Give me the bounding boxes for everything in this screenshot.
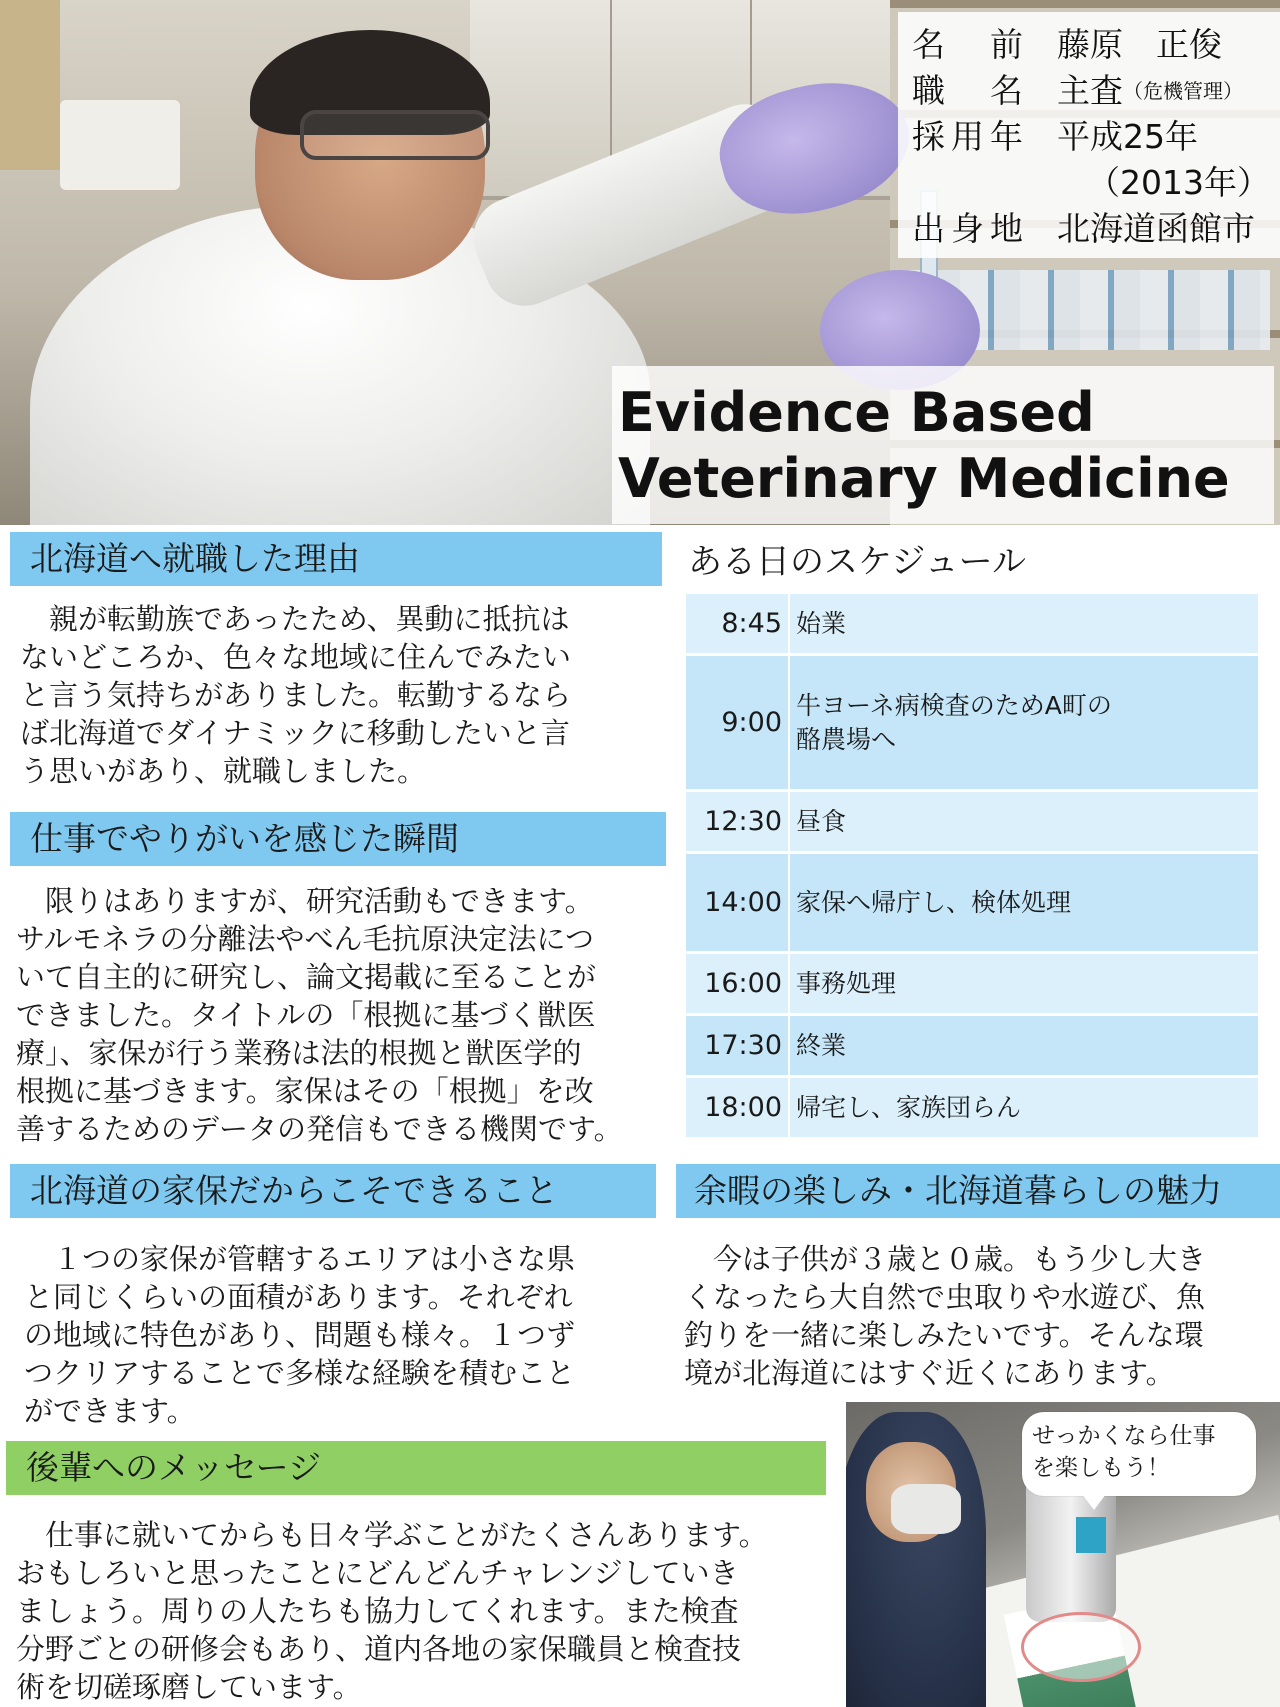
- text-line: おもしろいと思ったことにどんどんチャレンジしていき: [16, 1556, 739, 1590]
- text-line: 仕事に就いてからも日々学ぶことがたくさんあります。: [16, 1518, 768, 1552]
- schedule-desc: [790, 954, 1258, 1013]
- photo-mask: [891, 1484, 961, 1534]
- text-line: ないどころか、色々な地域に住んでみたい: [20, 640, 572, 674]
- schedule-desc: [790, 594, 1258, 653]
- schedule-desc-line: 牛ヨーネ病検査のためA町の: [796, 690, 1112, 720]
- profile-box: [898, 12, 1280, 258]
- schedule-time: 12:30: [686, 792, 790, 851]
- page-title-line1: Evidence Based: [618, 381, 1095, 444]
- profile-title-note: （危機管理）: [1123, 79, 1243, 103]
- speech-bubble-line1: せっかくなら仕事: [1032, 1423, 1216, 1449]
- section-heading-reason: 北海道へ就職した理由: [10, 532, 662, 586]
- schedule-time: 8:45: [686, 594, 790, 653]
- schedule-desc: [790, 854, 1258, 951]
- page-title: [612, 366, 1274, 524]
- text-line: つクリアすることで多様な経験を積むこと: [24, 1356, 576, 1390]
- profile-origin-label: 出身地: [912, 209, 1029, 248]
- photo-wall-panel: [0, 0, 60, 170]
- section-heading-leisure: 余暇の楽しみ・北海道暮らしの魅力: [676, 1164, 1280, 1218]
- section-body-reason: [20, 600, 660, 790]
- profile-title-label: 職 名: [912, 71, 1029, 110]
- text-line: 釣りを一緒に楽しみたいです。そんな環: [684, 1318, 1204, 1352]
- text-line: サルモネラの分離法やべん毛抗原決定法につ: [16, 922, 594, 956]
- schedule-time: 14:00: [686, 854, 790, 951]
- schedule-row: [686, 656, 1258, 792]
- text-line: ば北海道でダイナミックに移動したいと言: [20, 716, 570, 750]
- schedule-table: [686, 594, 1258, 1140]
- speech-bubble-line2: を楽しもう！: [1032, 1455, 1170, 1481]
- text-line: ましょう。周りの人たちも協力してくれます。また検査: [16, 1594, 739, 1628]
- schedule-row: [686, 954, 1258, 1016]
- profile-year-value: 平成25年: [1057, 117, 1198, 156]
- text-line: 療」、家保が行う業務は法的根拠と獣医学的: [16, 1036, 582, 1070]
- text-line: と言う気持ちがありました。転勤するなら: [20, 678, 572, 712]
- hero-photo: [0, 0, 1280, 525]
- schedule-title: ある日のスケジュール: [688, 542, 1026, 582]
- text-line: 分野ごとの研修会もあり、道内各地の家保職員と検査技: [16, 1632, 742, 1666]
- schedule-desc-line: 家保へ帰庁し、検体処理: [796, 887, 1072, 917]
- text-line: くなったら大自然で虫取りや水遊び、魚: [684, 1280, 1205, 1314]
- text-line: 善するためのデータの発信もできる機関です。: [16, 1112, 623, 1146]
- section-body-message: [16, 1516, 844, 1706]
- profile-year-label: 採用年: [912, 117, 1029, 156]
- text-line: 親が転勤族であったため、異動に抵抗は: [20, 602, 570, 636]
- section-heading-rewarding: 仕事でやりがいを感じた瞬間: [10, 812, 666, 866]
- photo-wall-box: [60, 100, 180, 190]
- profile-title-row: [912, 68, 1280, 114]
- schedule-desc: [790, 1078, 1258, 1137]
- schedule-row: [686, 594, 1258, 656]
- text-line: う思いがあり、就職しました。: [20, 754, 427, 788]
- section-body-rewarding: [16, 882, 676, 1148]
- section-body-hokkaido: [24, 1240, 664, 1430]
- section-heading-message: 後輩へのメッセージ: [6, 1441, 826, 1495]
- text-line: １つの家保が管轄するエリアは小さな県: [24, 1242, 576, 1276]
- text-line: ができます。: [24, 1394, 196, 1428]
- schedule-desc-line: 終業: [796, 1030, 847, 1060]
- text-line: 術を切磋琢磨しています。: [16, 1670, 362, 1704]
- section-body-leisure: [684, 1240, 1276, 1392]
- text-line: 根拠に基づきます。家保はその「根拠」を改: [16, 1074, 594, 1108]
- photo-tag: [1076, 1517, 1106, 1553]
- text-line: と同じくらいの面積があります。それぞれ: [24, 1280, 573, 1314]
- schedule-time: 18:00: [686, 1078, 790, 1137]
- text-line: 今は子供が３歳と０歳。もう少し大き: [684, 1242, 1207, 1276]
- section-heading-hokkaido: 北海道の家保だからこそできること: [10, 1164, 656, 1218]
- photo-glasses: [300, 110, 490, 160]
- schedule-desc: [790, 792, 1258, 851]
- profile-title-value: 主査: [1057, 71, 1123, 110]
- schedule-desc-line: 始業: [796, 608, 847, 638]
- page-title-line2: Veterinary Medicine: [618, 447, 1230, 510]
- speech-bubble: [1022, 1412, 1256, 1496]
- profile-year-row2: [912, 160, 1280, 206]
- profile-year-row: [912, 114, 1280, 160]
- schedule-desc: [790, 1016, 1258, 1075]
- schedule-desc-line: 帰宅し、家族団らん: [796, 1092, 1022, 1122]
- schedule-time: 16:00: [686, 954, 790, 1013]
- text-line: いて自主的に研究し、論文掲載に至ることが: [16, 960, 597, 994]
- profile-origin-value: 北海道函館市: [1057, 209, 1255, 248]
- photo-dish: [1021, 1612, 1141, 1682]
- text-line: 限りはありますが、研究活動もできます。: [16, 884, 594, 918]
- profile-name-label: 名 前: [912, 25, 1029, 64]
- profile-name-value: 藤原 正俊: [1057, 25, 1222, 64]
- schedule-row: [686, 854, 1258, 954]
- text-line: の地域に特色があり、問題も様々。１つず: [24, 1318, 576, 1352]
- schedule-time: 9:00: [686, 656, 790, 789]
- schedule-desc-line: 事務処理: [796, 968, 897, 998]
- profile-year-value2: （2013年）: [1087, 163, 1270, 202]
- schedule-desc-line: 酪農場へ: [796, 724, 897, 754]
- profile-origin-row: [912, 206, 1280, 252]
- schedule-row: [686, 792, 1258, 854]
- profile-name-row: [912, 22, 1280, 68]
- schedule-time: 17:30: [686, 1016, 790, 1075]
- text-line: できました。タイトルの「根拠に基づく獣医: [16, 998, 596, 1032]
- schedule-row: [686, 1016, 1258, 1078]
- schedule-desc: [790, 656, 1258, 789]
- schedule-row: [686, 1078, 1258, 1140]
- text-line: 境が北海道にはすぐ近くにあります。: [684, 1356, 1175, 1390]
- schedule-desc-line: 昼食: [796, 806, 847, 836]
